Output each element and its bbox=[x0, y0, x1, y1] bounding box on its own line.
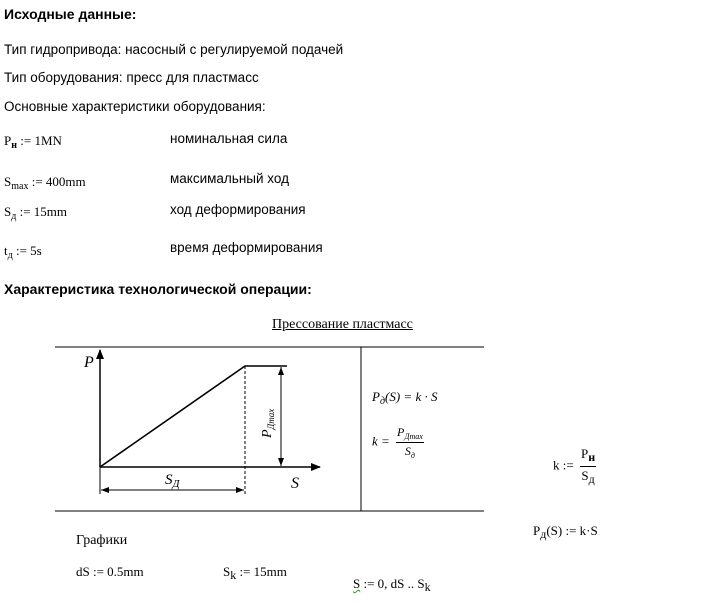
param-max-stroke[interactable]: $S_{max}$ := 400mm bbox=[4, 174, 86, 192]
sk-definition[interactable]: $S_k$ := 15mm bbox=[223, 564, 287, 582]
pd-definition[interactable]: $P_д(S)$ := k·S bbox=[533, 523, 598, 541]
s-dimension-label: $S_Д$ bbox=[165, 472, 180, 490]
drive-type-line: Тип гидропривода: насосный с регулируемой подачей bbox=[4, 42, 344, 57]
graphs-label: Графики bbox=[76, 533, 128, 548]
force-curve bbox=[100, 366, 287, 467]
p-dimension-label: $P_{Дmax}$ bbox=[260, 408, 276, 438]
param-deform-time[interactable]: $t_д$ := 5s bbox=[4, 243, 42, 261]
s-axis-label: S bbox=[291, 475, 299, 492]
param-deform-time-desc: время деформирования bbox=[170, 240, 323, 255]
figure-title: Прессование пластмасс bbox=[272, 317, 413, 332]
s-range-definition[interactable]: S := 0, dS .. $S_k$ bbox=[353, 576, 431, 594]
equipment-type-line: Тип оборудования: пресс для пластмасс bbox=[4, 70, 259, 85]
figure-formula-k: k = $\frac{P_{Дmax}}{S_д}$ bbox=[372, 425, 423, 460]
param-max-stroke-desc: максимальный ход bbox=[170, 171, 289, 186]
source-data-heading: Исходные данные: bbox=[4, 6, 137, 22]
param-deform-stroke-desc: ход деформирования bbox=[170, 202, 306, 217]
param-nominal-force[interactable]: $P_н$ := 1MN bbox=[4, 133, 62, 151]
ds-definition[interactable]: dS := 0.5mm bbox=[76, 564, 144, 579]
main-characteristics-line: Основные характеристики оборудования: bbox=[4, 99, 266, 114]
p-axis-label: P bbox=[84, 354, 94, 371]
k-definition[interactable]: k := $\frac{P_н}{S_д}$ bbox=[553, 446, 596, 486]
operation-heading: Характеристика технологической операции: bbox=[4, 281, 312, 297]
figure-formula-pd: $P_д(S) = k \cdot S$ bbox=[372, 389, 438, 407]
param-deform-stroke[interactable]: $S_д$ := 15mm bbox=[4, 204, 67, 222]
param-nominal-force-desc: номинальная сила bbox=[170, 131, 288, 146]
